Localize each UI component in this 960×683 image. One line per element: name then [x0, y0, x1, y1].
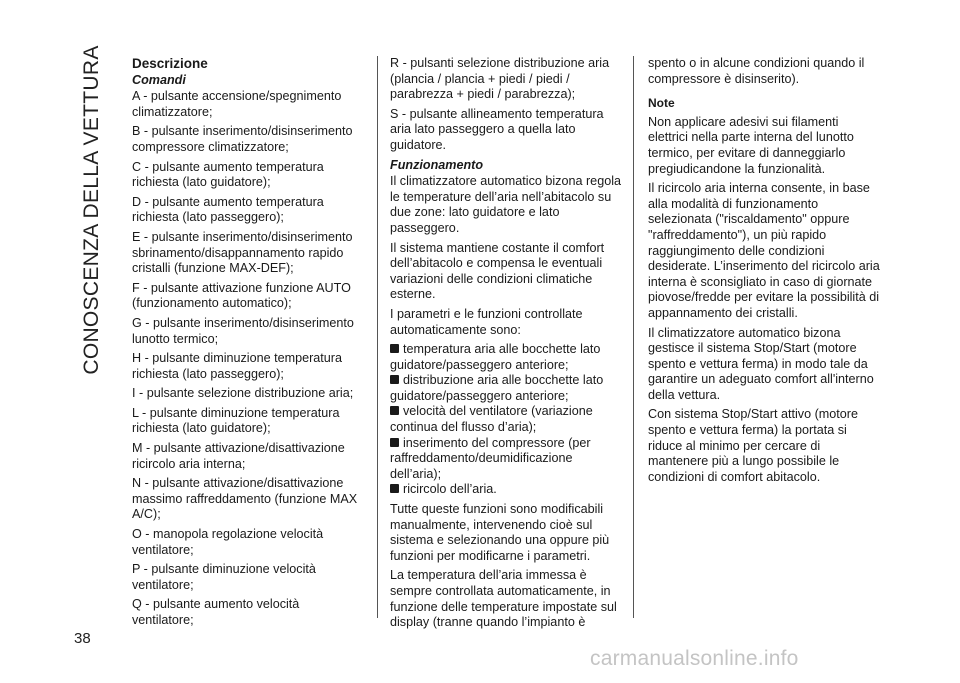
paragraph: Con sistema Stop/Start attivo (motore spento e vettura ferma) la portata si riduce al minimo per cercare di mantenere più a lungo possibile le condizioni di comfort abitacolo.: [648, 407, 858, 484]
control-item: I - pulsante selezione distribuzione aria;: [132, 386, 354, 401]
bullet-item: [390, 404, 622, 435]
bullet-icon: [390, 406, 399, 415]
control-item: A - pulsante accensione/spegnimento climatizzatore;: [132, 89, 342, 119]
page-number: 38: [74, 630, 91, 647]
paragraph: Il ricircolo aria interna consente, in base alla modalità di funzionamento selezionata ("riscaldamento" oppure "raffreddamento"), un più rapido raggiungimento delle condizioni desiderate. L’inserimento del ricircolo aria interna è sconsigliato in caso di giornate piovose/fredde per evitare la possibilità di appannamento dei cristalli.: [648, 181, 880, 320]
column-divider: [377, 56, 378, 618]
paragraph: Il climatizzatore automatico bizona regola le temperature dell’aria nell’abitacolo su due zone: lato guidatore e lato passeggero.: [390, 174, 621, 235]
bullet-icon: [390, 484, 399, 493]
control-item: F - pulsante attivazione funzione AUTO (funzionamento automatico);: [132, 280, 351, 311]
section-title-vertical: [72, 45, 112, 375]
subheading-comandi: Comandi: [132, 72, 186, 87]
bullet-item: [390, 373, 622, 404]
bullet-icon: [390, 375, 399, 384]
paragraph: La temperatura dell’aria immessa è sempre controllata automaticamente, in funzione delle temperature impostate sul display (tranne quando l’impianto è: [390, 568, 617, 630]
control-item: P - pulsante diminuzione velocità ventilatore;: [132, 562, 316, 592]
column-1: [132, 56, 362, 633]
bullet-text: temperatura aria alle bocchette lato guidatore/passeggero anteriore;: [390, 342, 601, 372]
bullet-icon: [390, 438, 399, 447]
control-item: M - pulsante attivazione/disattivazione ricircolo aria interna;: [132, 441, 345, 471]
section-title-text: CONOSCENZA DELLA VETTURA: [80, 45, 103, 375]
paragraph: spento o in alcune condizioni quando il compressore è disinserito).: [648, 56, 865, 86]
control-item: E - pulsante inserimento/disinserimento sbrinamento/disappannamento rapido cristalli (funzione MAX-DEF);: [132, 229, 353, 276]
bullet-item: [390, 342, 622, 373]
control-item: Q - pulsante aumento velocità ventilatore;: [132, 597, 300, 627]
note-heading: Note: [648, 96, 675, 111]
column-divider: [633, 56, 634, 618]
column-2: [390, 56, 622, 635]
paragraph: Il sistema mantiene costante il comfort dell’abitacolo e compensa le eventuali variazioni delle condizioni climatiche esterne.: [390, 240, 605, 302]
control-item: S - pulsante allineamento temperatura aria lato passeggero a quella lato guidatore.: [390, 106, 604, 152]
control-item: H - pulsante diminuzione temperatura richiesta (lato passeggero);: [132, 351, 343, 381]
bullet-text: ricircolo dell’aria.: [403, 482, 497, 497]
paragraph: Il climatizzatore automatico bizona gestisce il sistema Stop/Start (motore spento e vettura ferma) in modo tale da garantire un adeguato comfort all'interno della vettura.: [648, 325, 874, 402]
control-item: N - pulsante attivazione/disattivazione massimo raffreddamento (funzione MAX A/C);: [132, 476, 358, 522]
bullet-item: [390, 482, 622, 498]
paragraph: Tutte queste funzioni sono modificabili manualmente, intervenendo cioè sul sistema e selezionando una oppure più funzioni per modificarne i parametri.: [390, 502, 610, 563]
bullet-text: inserimento del compressore (per raffreddamento/deumidificazione dell’aria);: [390, 435, 591, 481]
bullet-text: velocità del ventilatore (variazione continua del flusso d’aria);: [390, 404, 593, 435]
control-item: G - pulsante inserimento/disinserimento lunotto termico;: [132, 315, 354, 346]
section-heading: Descrizione: [132, 56, 208, 71]
control-item: L - pulsante diminuzione temperatura richiesta (lato guidatore);: [132, 405, 340, 436]
bullet-text: distribuzione aria alle bocchette lato guidatore/passeggero anteriore;: [390, 373, 604, 403]
paragraph: I parametri e le funzioni controllate automaticamente sono:: [390, 306, 583, 337]
note-paragraph: Non applicare adesivi sui filamenti elettrici nella parte interna del lunotto termico, per evitare di danneggiarlo pregiudicandone la funzionalità.: [648, 114, 854, 176]
watermark: carmanualsonline.info: [590, 647, 799, 670]
control-item: D - pulsante aumento temperatura richiesta (lato passeggero);: [132, 194, 324, 225]
control-item: B - pulsante inserimento/disinserimento compressore climatizzatore;: [132, 124, 353, 154]
column-3: [648, 56, 880, 489]
control-item: R - pulsanti selezione distribuzione aria (plancia / plancia + piedi / piedi / parabrezza + piedi / parabrezza);: [390, 56, 610, 102]
bullet-icon: [390, 344, 399, 353]
control-item: O - manopola regolazione velocità ventilatore;: [132, 527, 324, 557]
control-item: C - pulsante aumento temperatura richiesta (lato guidatore);: [132, 159, 324, 190]
subheading-funzionamento: Funzionamento: [390, 157, 484, 172]
bullet-item: [390, 436, 622, 483]
